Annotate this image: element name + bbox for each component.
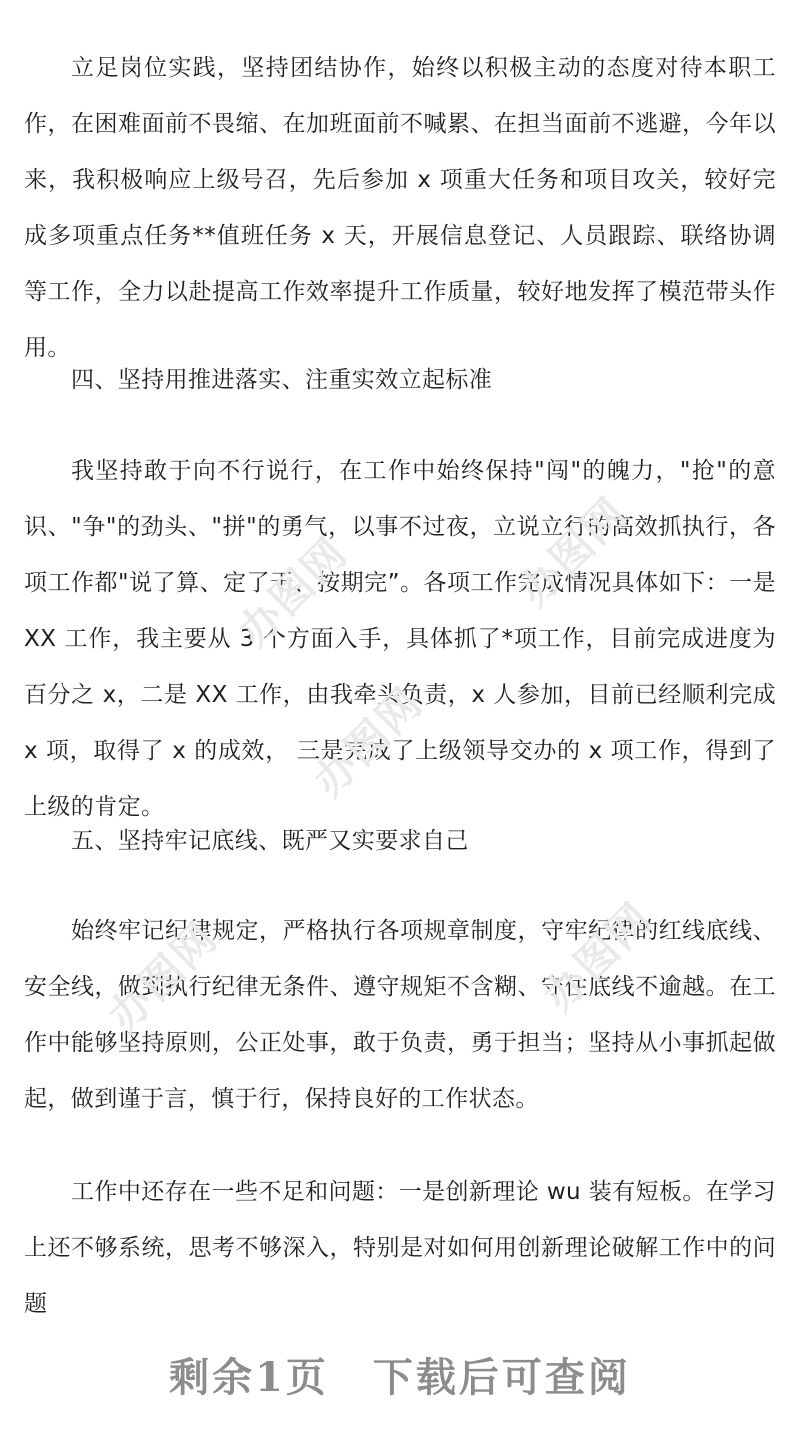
- download-banner[interactable]: [0, 1348, 800, 1408]
- remaining-pages-label: 剩余1页: [169, 1354, 329, 1401]
- watermark: 办图网: [533, 892, 662, 1021]
- watermark: 办图网: [98, 912, 227, 1041]
- body-paragraph: 立足岗位实践，坚持团结协作，始终以积极主动的态度对待本职工作，在困难面前不畏缩、在加班面前不喊累、在担当面前不逃避，今年以来，我积极响应上级号召，先后参加 x 项重大任务和项目攻关，较好完成多项重点任务**值班任务 x 天，开展信息登记、人员跟踪、联络协调等工作，全力以赴提高工作效率提升工作质量，较好地发挥了模范带头作用。: [24, 55, 776, 361]
- watermark: 办图网: [303, 677, 432, 806]
- section-heading-4: 四、坚持用推进落实、注重实效立起标准: [71, 367, 493, 393]
- body-paragraph: 始终牢记纪律规定，严格执行各项规章制度，守牢纪律的红线底线、安全线，做到执行纪律无条件、遵守规矩不含糊、守住底线不逾越。在工作中能够坚持原则，公正处事，敢于负责，勇于担当；坚持从小事抓起做起，做到谨于言，慎于行，保持良好的工作状态。: [24, 918, 776, 1112]
- watermark: 办图网: [508, 487, 637, 616]
- watermark: 办图网: [228, 527, 357, 656]
- download-hint-label: 下载后可查阅: [372, 1354, 631, 1401]
- body-paragraph: 我坚持敢于向不行说行，在工作中始终保持"闯"的魄力，"抢"的意识、"争"的劲头、"拼"的勇气，以事不过夜，立说立行的高效抓执行，各项工作都"说了算、定了干、按期完”。各项工作完成情况具体如下：一是 XX 工作，我主要从 3 个方面入手，具体抓了*项工作，目前完成进度为百分之 x，二是 XX 工作，由我牵头负责，x 人参加，目前已经顺利完成 x 项，取得了 x 的成效， 三是完成了上级领导交办的 x 项工作，得到了上级的肯定。: [24, 458, 776, 820]
- body-paragraph: 工作中还存在一些不足和问题：一是创新理论 wu 装有短板。在学习上还不够系统，思考不够深入，特别是对如何用创新理论破解工作中的问题: [24, 1179, 776, 1317]
- section-heading-5: 五、坚持牢记底线、既严又实要求自己: [71, 828, 469, 854]
